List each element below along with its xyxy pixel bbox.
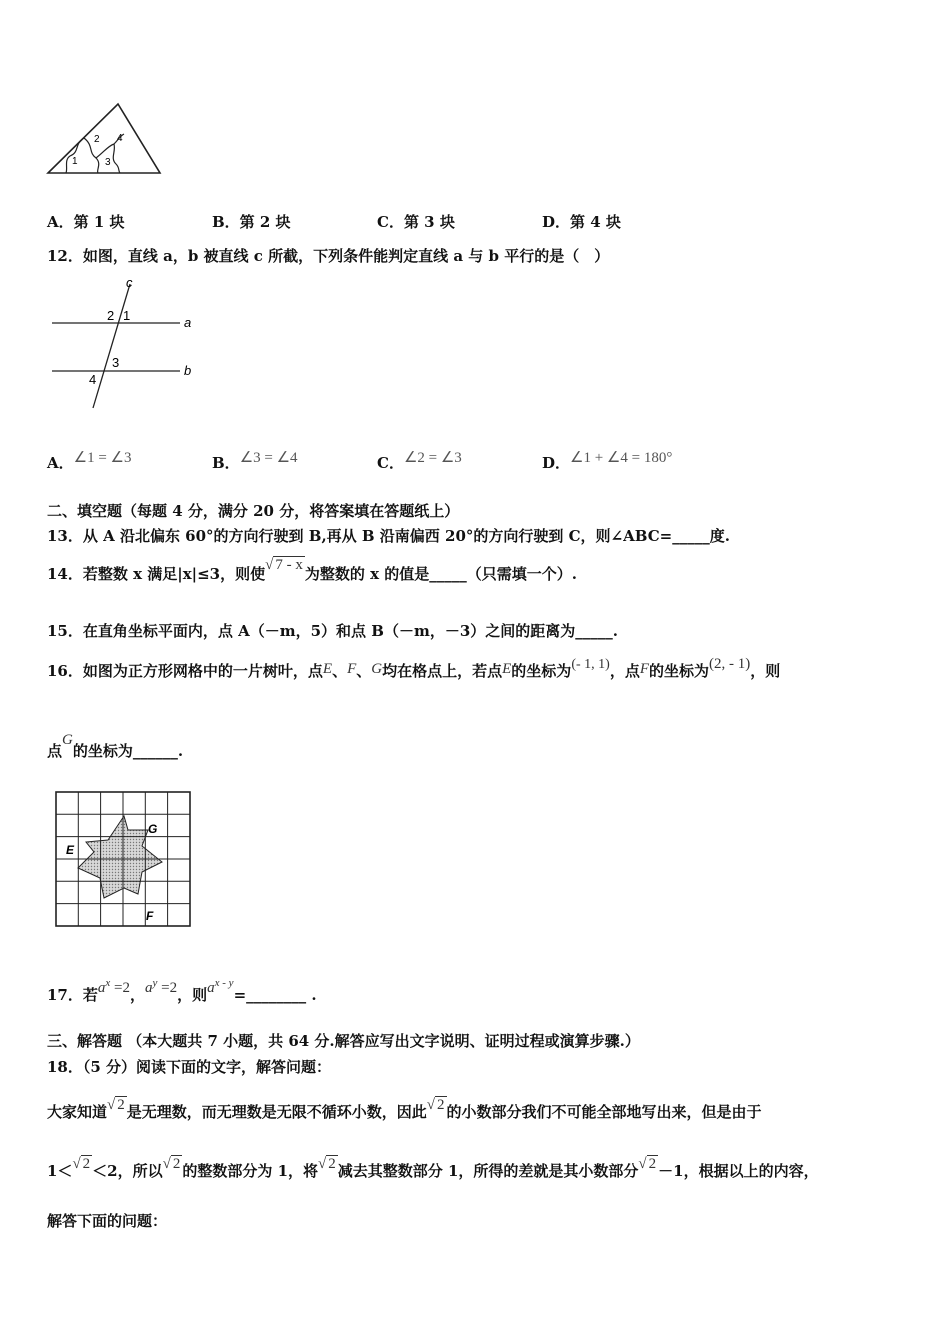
q18-l2a: 1＜ bbox=[47, 1162, 73, 1180]
q16-g-2: G bbox=[62, 732, 73, 748]
q11-option-d: D．第 4 块 bbox=[542, 213, 621, 231]
q12-option-a bbox=[47, 446, 132, 472]
q12-option-b bbox=[212, 446, 298, 472]
q17-a3: a bbox=[207, 980, 215, 996]
q12-option-a-label: A． bbox=[47, 454, 74, 472]
q11-triangle-figure bbox=[44, 100, 166, 180]
q18-sqrt-4: √ 2 bbox=[162, 1156, 181, 1172]
q12-label-c: c bbox=[126, 275, 133, 290]
q16-grid-label-g: G bbox=[148, 822, 158, 836]
q12-label-1: 1 bbox=[123, 308, 131, 323]
q18-sqrt-3-radicand: 2 bbox=[82, 1156, 91, 1172]
q17-eq2: =2 bbox=[157, 980, 178, 996]
q14-text bbox=[47, 557, 577, 584]
q16-sep1: 、 bbox=[332, 662, 348, 680]
q16-part1: 16．如图为正方形网格中的一片树叶，点 bbox=[47, 662, 323, 680]
q18-l2d: 减去其整数部分 1，所得的差就是其小数部分 bbox=[337, 1162, 639, 1180]
q18-line2 bbox=[47, 1152, 819, 1180]
q18-sqrt-4-radicand: 2 bbox=[172, 1156, 181, 1172]
q18-sqrt-2-radicand: 2 bbox=[437, 1097, 445, 1113]
q12-label-a: a bbox=[184, 315, 192, 330]
q17-e1: x bbox=[105, 977, 111, 989]
q16-coord-f: (2, - 1) bbox=[709, 656, 751, 672]
q12-option-a-expr: ∠1 = ∠3 bbox=[73, 450, 132, 466]
q17-then: ，则 bbox=[177, 986, 208, 1004]
section3-title: 三、解答题 （本大题共 7 小题，共 64 分.解答应写出文字说明、证明过程或演算步骤.） bbox=[47, 1032, 640, 1050]
q18-sqrt-1-radicand: 2 bbox=[117, 1097, 125, 1113]
q11-label-3: 3 bbox=[105, 157, 111, 168]
q18-sqrt-5: √ 2 bbox=[318, 1156, 336, 1172]
q17-a1: a bbox=[97, 980, 106, 996]
q16-part5: 的坐标为 bbox=[649, 662, 710, 680]
q16-leaf-grid-figure bbox=[54, 790, 194, 930]
q16-grid-label-e: E bbox=[66, 843, 75, 857]
q12-lines-figure bbox=[48, 274, 208, 414]
q16-grid-label-f: F bbox=[146, 909, 154, 923]
q16-line2-post: 的坐标为______. bbox=[72, 742, 184, 760]
q16-f-2: F bbox=[639, 661, 649, 677]
q16-part4: ，点 bbox=[609, 662, 640, 680]
q18-l1b: 是无理数，而无理数是无限不循环小数，因此 bbox=[126, 1103, 427, 1121]
q16-line2 bbox=[47, 732, 184, 760]
q12-option-c-expr: ∠2 = ∠3 bbox=[403, 450, 462, 466]
q17-post: =________ . bbox=[233, 986, 317, 1004]
q12-option-b-expr: ∠3 = ∠4 bbox=[239, 450, 298, 466]
q18-sqrt-5-radicand: 2 bbox=[328, 1156, 336, 1172]
q16-coord-e: (- 1, 1) bbox=[571, 657, 610, 672]
q12-stem: 12．如图，直线 a，b 被直线 c 所截，下列条件能判定直线 a 与 b 平行的是（ ） bbox=[47, 247, 610, 265]
q16-f: F bbox=[347, 661, 357, 677]
q16-text bbox=[47, 656, 781, 681]
q18-l1c: 的小数部分我们不可能全部地写出来，但是由于 bbox=[446, 1103, 762, 1121]
q11-label-2: 2 bbox=[94, 134, 100, 145]
q14-pre: 14．若整数 x 满足|x|≤3，则使 bbox=[47, 565, 266, 583]
q12-label-3: 3 bbox=[112, 355, 120, 370]
q18-head: 18．（5 分）阅读下面的文字，解答问题： bbox=[47, 1058, 332, 1076]
q12-label-4: 4 bbox=[89, 372, 97, 387]
q14-sqrt: √ 7 - x bbox=[265, 557, 303, 573]
q17-e2: y bbox=[152, 977, 158, 989]
q17-a2: a bbox=[145, 980, 153, 996]
q12-option-c-label: C． bbox=[377, 454, 404, 472]
q18-sqrt-3: √ 2 bbox=[72, 1156, 91, 1172]
q18-l2e: －1，根据以上的内容， bbox=[658, 1162, 819, 1180]
q16-line2-pre: 点 bbox=[47, 742, 63, 760]
q18-line1 bbox=[47, 1093, 762, 1121]
q12-label-b: b bbox=[184, 363, 192, 378]
section2-title: 二、填空题（每题 4 分，满分 20 分，将答案填在答题纸上） bbox=[47, 502, 460, 520]
q13-text: 13．从 A 沿北偏东 60°的方向行驶到 B,再从 B 沿南偏西 20°的方向行驶到 C，则∠ABC=_____度. bbox=[47, 527, 730, 545]
q18-sqrt-6-radicand: 2 bbox=[648, 1156, 657, 1172]
q12-option-d-label: D． bbox=[542, 454, 571, 472]
q15-text: 15．在直角坐标平面内，点 A（－m，5）和点 B（－m，－3）之间的距离为_____. bbox=[47, 622, 618, 640]
q11-option-a: A．第 1 块 bbox=[47, 213, 125, 231]
q18-l2b: ＜2，所以 bbox=[92, 1162, 163, 1180]
q18-sqrt-6: √ 2 bbox=[638, 1156, 657, 1172]
q11-label-1: 1 bbox=[72, 156, 78, 167]
q18-sqrt-2: √ 2 bbox=[426, 1097, 445, 1113]
q16-e-2: E bbox=[502, 661, 512, 677]
q16-part2: 均在格点上，若点 bbox=[382, 662, 503, 680]
q16-g: G bbox=[371, 661, 383, 677]
q17-eq1: =2 bbox=[110, 980, 130, 996]
q18-sqrt-1: √ 2 bbox=[107, 1097, 125, 1113]
q16-part3: 的坐标为 bbox=[511, 662, 572, 680]
q14-post: 为整数的 x 的值是_____（只需填一个）. bbox=[304, 565, 577, 583]
q11-option-b: B．第 2 块 bbox=[212, 213, 291, 231]
q17-pre: 17．若 bbox=[47, 986, 98, 1004]
q12-option-c bbox=[377, 446, 462, 472]
q17-comma: ， bbox=[129, 986, 145, 1004]
q18-l2c: 的整数部分为 1，将 bbox=[182, 1162, 319, 1180]
q12-option-d bbox=[542, 446, 673, 472]
q18-l1a: 大家知道 bbox=[47, 1103, 108, 1121]
q12-label-2: 2 bbox=[107, 308, 115, 323]
q17-text bbox=[47, 976, 317, 1004]
q12-option-b-label: B． bbox=[212, 454, 240, 472]
q11-label-4: 4 bbox=[117, 133, 123, 144]
q17-e3: x - y bbox=[214, 977, 234, 989]
q16-sep2: 、 bbox=[356, 662, 372, 680]
q12-option-d-expr: ∠1 + ∠4 = 180° bbox=[570, 450, 673, 466]
q16-e: E bbox=[322, 661, 333, 677]
q11-option-c: C．第 3 块 bbox=[377, 213, 455, 231]
q16-part6: ，则 bbox=[750, 662, 781, 680]
q18-line3: 解答下面的问题： bbox=[47, 1212, 168, 1230]
q14-radicand: 7 - x bbox=[275, 557, 303, 573]
